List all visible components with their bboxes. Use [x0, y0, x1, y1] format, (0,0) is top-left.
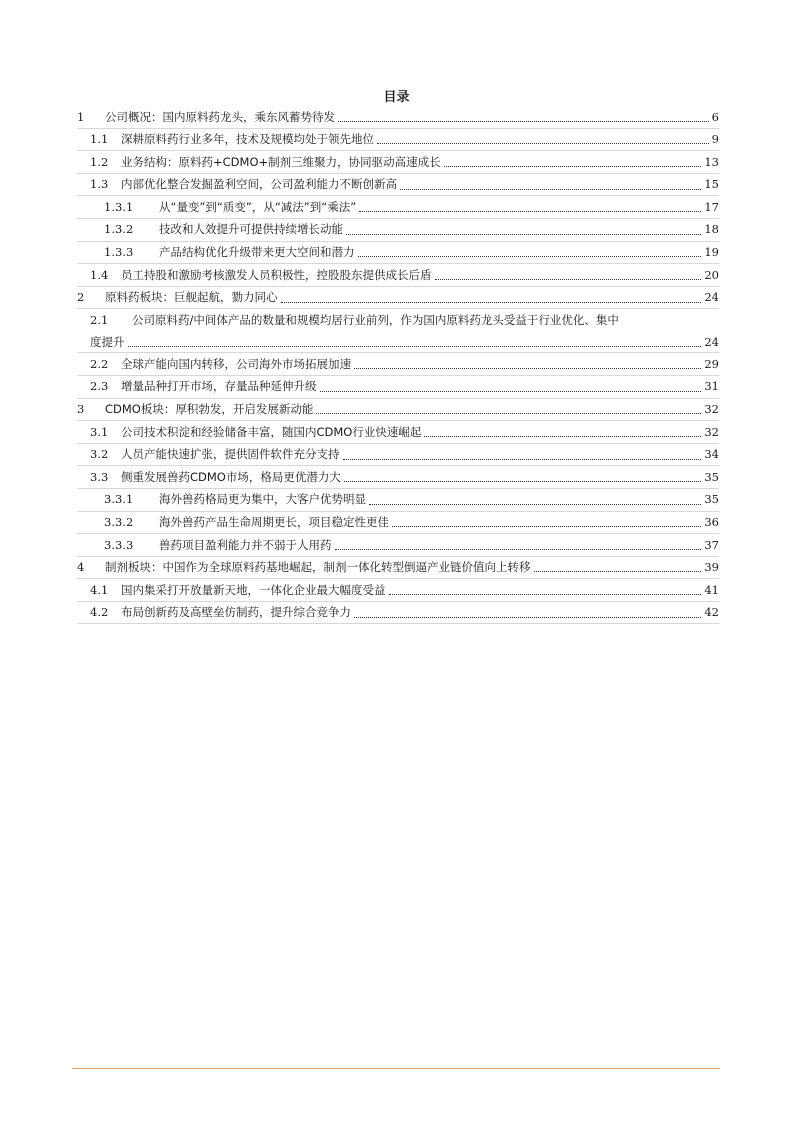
toc-entry-1-4[interactable]	[77, 264, 719, 287]
toc-entry-number: 3.3	[90, 469, 109, 484]
toc-entry-2-3[interactable]	[77, 376, 719, 399]
toc-entry-4-1[interactable]	[77, 579, 719, 602]
toc-entry-page: 32	[704, 424, 719, 439]
dot-leader	[358, 255, 702, 257]
toc-entry-page: 32	[704, 402, 719, 417]
toc-entry-page: 20	[704, 267, 719, 282]
toc-entry-3-3[interactable]	[77, 466, 719, 489]
toc-entry-page: 37	[704, 537, 719, 552]
toc-entry-2-1[interactable]	[77, 309, 719, 353]
toc-entry-3-3-3[interactable]	[77, 534, 719, 557]
toc-entry-3-3-1[interactable]	[77, 489, 719, 512]
toc-entry-1-3-2[interactable]	[77, 219, 719, 242]
toc-entry-text: 兽药项目盈利能力并不弱于人用药	[159, 537, 332, 552]
dot-leader	[281, 301, 702, 303]
toc-entry-number: 3.3.2	[104, 515, 134, 529]
toc-entry-1-1[interactable]	[77, 129, 719, 152]
toc-entry-1[interactable]	[77, 106, 719, 129]
dot-leader	[444, 165, 702, 167]
table-of-contents	[77, 106, 719, 624]
toc-entry-number: 4.1	[90, 582, 109, 597]
toc-entry-text: 海外兽药格局更为集中，大客户优势明显	[159, 492, 366, 507]
toc-entry-page: 18	[704, 222, 719, 237]
toc-entry-3-2[interactable]	[77, 444, 719, 467]
toc-entry-page: 31	[704, 379, 719, 394]
toc-entry-text: 原料药板块：巨舰起航，勠力同心	[105, 290, 278, 305]
toc-entry-3-3-2[interactable]	[77, 512, 719, 535]
toc-entry-text: 技改和人效提升可提供持续增长动能	[159, 222, 343, 237]
toc-entry-page: 34	[704, 447, 719, 462]
toc-entry-3-1[interactable]	[77, 421, 719, 444]
dot-leader	[335, 548, 702, 550]
toc-entry-text: 公司技术积淀和经验储备丰富，随国内CDMO行业快速崛起	[121, 424, 422, 439]
dot-leader	[534, 570, 702, 572]
toc-entry-page: 19	[704, 245, 719, 260]
toc-entry-number: 1.2	[90, 154, 109, 169]
dot-leader	[128, 346, 702, 347]
dot-leader	[343, 458, 702, 460]
dot-leader	[338, 120, 709, 122]
toc-entry-text: 人员产能快速扩张，提供固件软件充分支持	[121, 447, 340, 462]
toc-entry-number: 4.2	[90, 605, 109, 620]
toc-entry-text: 布局创新药及高壁垒仿制药，提升综合竞争力	[121, 605, 351, 620]
toc-entry-text: 制剂板块：中国作为全球原料药基地崛起，制剂一体化转型倒逼产业链价值向上转移	[105, 560, 531, 575]
toc-entry-2[interactable]	[77, 287, 719, 310]
toc-entry-text: 国内集采打开放量新天地，一体化企业最大幅度受益	[121, 582, 386, 597]
toc-entry-number: 3.1	[90, 424, 109, 439]
toc-entry-text: 员工持股和激励考核激发人员积极性，控股股东提供成长后盾	[121, 267, 432, 282]
dot-leader	[354, 367, 701, 369]
toc-entry-page: 13	[704, 154, 719, 169]
toc-entry-number: 3.2	[90, 447, 109, 462]
footer-divider	[72, 1068, 720, 1069]
toc-entry-1-3[interactable]	[77, 174, 719, 197]
toc-entry-4-2[interactable]	[77, 602, 719, 625]
toc-entry-page: 24	[704, 290, 719, 305]
toc-entry-number: 2.2	[90, 356, 109, 371]
dot-leader	[389, 593, 702, 595]
toc-entry-1-2[interactable]	[77, 151, 719, 174]
dot-leader	[316, 412, 701, 414]
toc-entry-continuation	[90, 332, 719, 352]
toc-entry-page: 24	[704, 335, 719, 350]
toc-entry-number: 1	[77, 109, 85, 124]
toc-entry-text: 侧重发展兽药CDMO市场，格局更优潜力大	[121, 469, 341, 484]
toc-entry-1-3-1[interactable]	[77, 196, 719, 219]
toc-entry-3[interactable]	[77, 399, 719, 422]
dot-leader	[344, 480, 702, 482]
toc-entry-text: 增量品种打开市场，存量品种延伸升级	[121, 379, 317, 394]
toc-entry-page: 29	[704, 356, 719, 371]
toc-entry-text: 公司原料药/中间体产品的数量和规模均居行业前列，作为国内原料药龙头受益于行业优化、集中	[132, 313, 619, 328]
toc-entry-text: 海外兽药产品生命周期更长，项目稳定性更佳	[159, 515, 389, 529]
toc-entry-page: 39	[704, 560, 719, 575]
toc-entry-number: 1.3.3	[104, 245, 134, 260]
dot-leader	[369, 503, 701, 505]
toc-entry-text-continued: 度提升	[90, 335, 125, 350]
toc-entry-number: 2.3	[90, 379, 109, 394]
toc-entry-4[interactable]	[77, 557, 719, 580]
toc-entry-page: 6	[711, 109, 719, 124]
toc-entry-text: 内部优化整合发掘盈利空间，公司盈利能力不断创新高	[121, 177, 397, 192]
toc-entry-number: 3.3.3	[104, 537, 134, 552]
dot-leader	[346, 233, 701, 235]
toc-entry-page: 35	[704, 469, 719, 484]
dot-leader	[320, 390, 702, 392]
dot-leader	[377, 142, 709, 144]
toc-entry-number: 2	[77, 290, 85, 305]
toc-entry-text: 全球产能向国内转移，公司海外市场拓展加速	[121, 356, 351, 371]
toc-entry-page: 9	[711, 132, 719, 147]
toc-entry-page: 17	[704, 199, 719, 214]
toc-entry-page: 15	[704, 177, 719, 192]
dot-leader	[392, 525, 701, 527]
toc-entry-number: 1.3	[90, 177, 109, 192]
toc-entry-text: 业务结构：原料药+CDMO+制剂三维聚力，协同驱动高速成长	[121, 154, 441, 169]
toc-entry-text: 从“量变”到“质变”，从“减法”到“乘法”	[159, 199, 357, 214]
toc-entry-page: 35	[704, 492, 719, 507]
dot-leader	[359, 210, 701, 212]
toc-entry-1-3-3[interactable]	[77, 242, 719, 265]
toc-entry-text: 产品结构优化升级带来更大空间和潜力	[159, 245, 355, 260]
toc-entry-text: 公司概况：国内原料药龙头，乘东风蓄势待发	[105, 109, 335, 124]
dot-leader	[435, 278, 702, 280]
toc-entry-2-2[interactable]	[77, 353, 719, 376]
dot-leader	[400, 188, 701, 190]
toc-entry-number: 1.3.1	[104, 199, 134, 214]
toc-entry-page: 36	[704, 515, 719, 529]
toc-entry-number: 3.3.1	[104, 492, 134, 507]
toc-entry-number: 4	[77, 560, 85, 575]
toc-entry-number: 1.4	[90, 267, 109, 282]
toc-entry-number: 1.1	[90, 132, 109, 147]
toc-entry-page: 41	[704, 582, 719, 597]
toc-entry-text: CDMO板块：厚积勃发，开启发展新动能	[105, 402, 314, 417]
toc-title: 目录	[383, 90, 410, 105]
toc-entry-page: 42	[704, 605, 719, 620]
toc-entry-number: 3	[77, 402, 85, 417]
dot-leader	[354, 616, 701, 618]
toc-entry-number: 2.1	[90, 313, 109, 328]
toc-entry-text: 深耕原料药行业多年，技术及规模均处于领先地位	[121, 132, 374, 147]
toc-entry-number: 1.3.2	[104, 222, 134, 237]
dot-leader	[424, 435, 701, 437]
